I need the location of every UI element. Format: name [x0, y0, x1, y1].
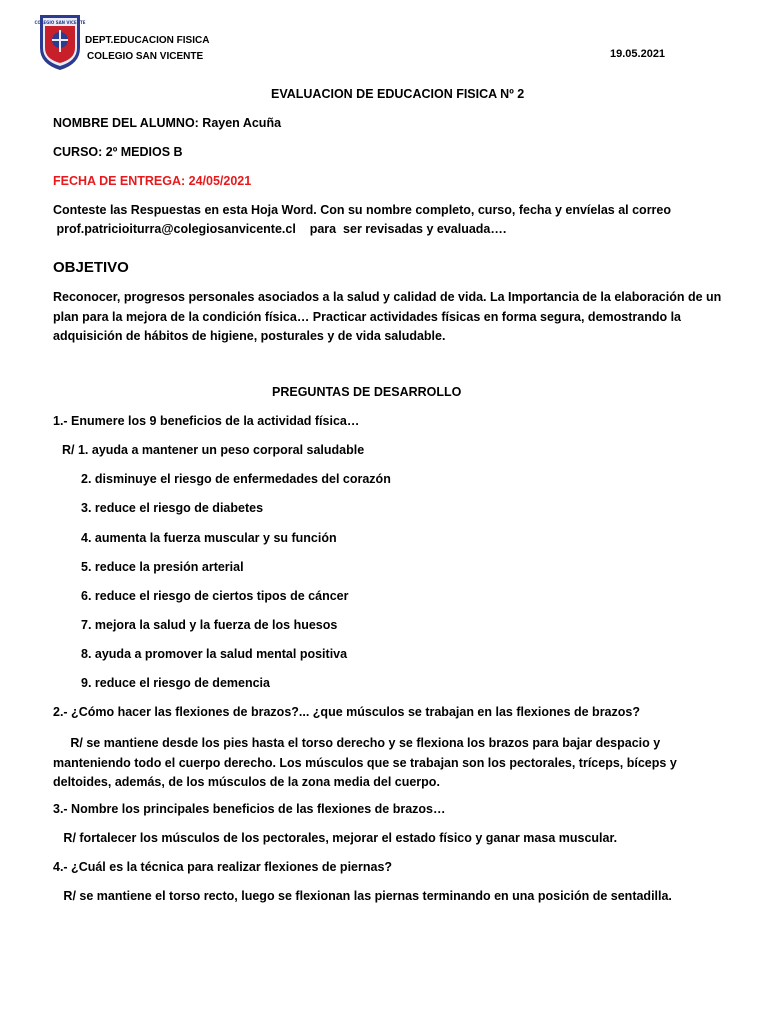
header-department-block — [85, 33, 209, 65]
school-shield-logo — [34, 12, 86, 72]
instructions: Conteste las Respuestas en esta Hoja Word. Con su nombre completo, curso, fecha y envíelas al correo — [53, 203, 672, 217]
document-date: 19.05.2021 — [610, 48, 666, 60]
question-2: 2.- ¿Cómo hacer las flexiones de brazos?... ¿que músculos se trabajan en las flexiones de brazos? — [53, 705, 640, 719]
school-name: COLEGIO SAN VICENTE — [87, 51, 204, 62]
document-title: EVALUACION DE EDUCACION FISICA Nº 2 — [271, 87, 525, 101]
q1-answer-item: 6. reduce el riesgo de ciertos tipos de cáncer — [81, 589, 349, 603]
q3-answer: R/ fortalecer los músculos de los pectorales, mejorar el estado físico y ganar masa muscular. — [53, 831, 618, 845]
logo-text: COLEGIO SAN VICENTE — [34, 20, 86, 25]
question-1: 1.- Enumere los 9 beneficios de la actividad física… — [53, 414, 360, 428]
section-heading: PREGUNTAS DE DESARROLLO — [272, 385, 462, 399]
q1-answer-item: 7. mejora la salud y la fuerza de los huesos — [81, 618, 338, 632]
q1-answer-item: R/ 1. ayuda a mantener un peso corporal saludable — [62, 443, 365, 457]
q2-answer: R/ se mantiene desde los pies hasta el torso derecho y se flexiona los brazos para bajar despacio y manteniendo todo el cuerpo derecho. Los músculos que se trabajan son los pectorales, tríceps, bíceps y deltoides, además, de los músculos de la zona media del cuerpo. — [53, 736, 681, 789]
question-3: 3.- Nombre los principales beneficios de las flexiones de brazos… — [53, 802, 446, 816]
q1-answer-item: 4. aumenta la fuerza muscular y su función — [81, 531, 337, 545]
question-4: 4.- ¿Cuál es la técnica para realizar flexiones de piernas? — [53, 860, 393, 874]
department-name: DEPT.EDUCACION FISICA — [85, 35, 210, 46]
q1-answer-item: 9. reduce el riesgo de demencia — [81, 676, 270, 690]
q1-answer-item: 2. disminuye el riesgo de enfermedades del corazón — [81, 472, 391, 486]
email-line: prof.patricioiturra@colegiosanvicente.cl para ser revisadas y evaluada…. — [53, 222, 507, 236]
q1-answer-item: 5. reduce la presión arterial — [81, 560, 244, 574]
q4-answer: R/ se mantiene el torso recto, luego se flexionan las piernas terminando en una posición de sentadilla. — [53, 889, 672, 903]
q1-answer-item: 3. reduce el riesgo de diabetes — [81, 501, 264, 515]
due-date: FECHA DE ENTREGA: 24/05/2021 — [53, 174, 252, 188]
q1-answer-item: 8. ayuda a promover la salud mental positiva — [81, 647, 348, 661]
course: CURSO: 2º MEDIOS B — [53, 145, 183, 159]
objective-text: Reconocer, progresos personales asociados a la salud y calidad de vida. La Importancia de la elaboración de un plan para la mejora de la condición física… Practicar actividades físicas en forma segura, demostrando la adquisición de hábitos de higiene, posturales y de vida saludable. — [53, 290, 722, 343]
objective-heading: OBJETIVO — [53, 259, 129, 276]
student-name: NOMBRE DEL ALUMNO: Rayen Acuña — [53, 116, 282, 130]
